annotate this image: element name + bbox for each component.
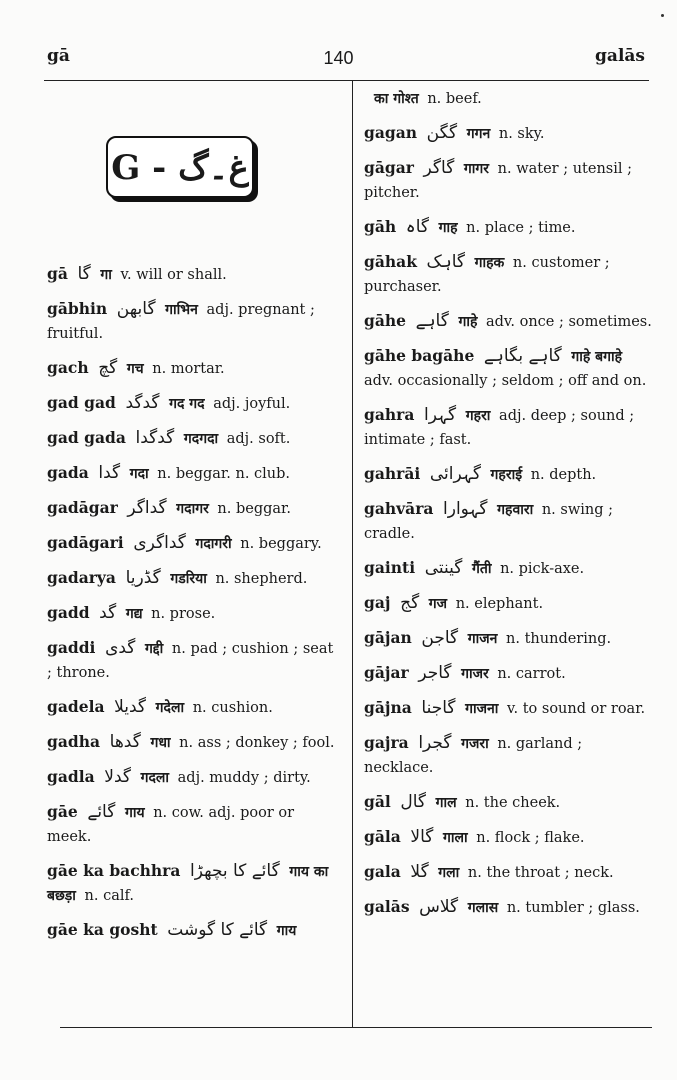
hindi-word: गाजर <box>461 666 489 682</box>
hindi-word: गद्य <box>125 606 143 622</box>
headword: gahra <box>364 405 415 424</box>
dictionary-entry <box>364 626 654 651</box>
headword: gadāgar <box>47 498 118 517</box>
hindi-word: का गोश्त <box>374 91 419 107</box>
hindi-word: गाय <box>276 923 297 939</box>
urdu-word: گاہے <box>415 311 449 331</box>
dictionary-entry <box>47 461 339 486</box>
definition: n. mortar. <box>152 361 225 377</box>
definition: n. ass ; donkey ; fool. <box>179 735 335 751</box>
urdu-word: گدی <box>105 638 136 658</box>
dictionary-entry <box>47 426 339 451</box>
headword: gahvāra <box>364 499 434 518</box>
hindi-word: गलास <box>467 900 499 916</box>
dictionary-entry <box>47 531 339 556</box>
headword: gāhe bagāhe <box>364 346 475 365</box>
definition: v. to sound or roar. <box>507 701 646 717</box>
headword: gāe ka bachhra <box>47 861 181 880</box>
definition: n. beggary. <box>240 536 322 552</box>
urdu-word: گدگدا <box>135 428 175 448</box>
header-left-guideword: gā <box>47 46 70 66</box>
dictionary-entry <box>47 765 339 790</box>
definition: adj. deep ; sound ; intimate ; fast. <box>364 408 635 448</box>
urdu-word: گگن <box>426 123 458 143</box>
right-column <box>364 86 654 930</box>
headword: gad gad <box>47 393 116 412</box>
urdu-word: گچ <box>98 358 118 378</box>
dictionary-entry <box>364 825 654 850</box>
urdu-word: گڈریا <box>125 568 161 588</box>
headword: gā <box>47 264 68 283</box>
definition: n. place ; time. <box>466 220 576 236</box>
urdu-word: گدیلا <box>114 697 147 717</box>
headword: gadarya <box>47 568 116 587</box>
headword: gāe <box>47 802 78 821</box>
header-right-guideword: galās <box>595 46 645 66</box>
definition: n. elephant. <box>455 596 544 612</box>
headword: gābhin <box>47 299 108 318</box>
urdu-word: گابھن <box>116 299 156 319</box>
hindi-word: गा <box>100 267 112 283</box>
definition: n. swing ; cradle. <box>364 502 613 542</box>
dictionary-entry <box>364 661 654 686</box>
definition: n. garland ; necklace. <box>364 736 583 776</box>
hindi-word: गद्दी <box>145 641 164 657</box>
print-speck <box>661 14 664 17</box>
headword: gājan <box>364 628 412 647</box>
definition: n. the throat ; neck. <box>467 865 614 881</box>
definition: adj. soft. <box>226 431 291 447</box>
definition: n. carrot. <box>497 666 566 682</box>
dictionary-entry <box>47 356 339 381</box>
dictionary-entry <box>364 86 654 111</box>
headword: gahrāi <box>364 464 421 483</box>
hindi-word: गदागरी <box>195 536 232 552</box>
headword: gajra <box>364 733 409 752</box>
hindi-word: गाभिन <box>165 302 198 318</box>
hindi-word: गदागर <box>176 501 209 517</box>
headword: gāl <box>364 792 391 811</box>
headword: gad gada <box>47 428 126 447</box>
hindi-word: गहरा <box>465 408 491 424</box>
headword: gach <box>47 358 89 377</box>
definition: n. pad ; cushion ; seat ; throne. <box>47 641 334 681</box>
headword: gāe ka gosht <box>47 920 158 939</box>
headword: gadāgari <box>47 533 124 552</box>
definition: n. beggar. n. club. <box>157 466 291 482</box>
definition: n. shepherd. <box>215 571 308 587</box>
column-divider <box>352 80 353 1028</box>
headword: gāhe <box>364 311 407 330</box>
dictionary-entry <box>47 859 339 908</box>
definition: adj. pregnant ; fruitful. <box>47 302 315 342</box>
dictionary-entry <box>364 497 654 546</box>
hindi-word: गदगदा <box>183 431 219 447</box>
definition: adv. once ; sometimes. <box>486 314 652 330</box>
dictionary-entry <box>364 895 654 920</box>
urdu-word: گہرائی <box>429 464 481 484</box>
hindi-word: गदा <box>129 466 149 482</box>
urdu-word: گالا <box>410 827 434 847</box>
dictionary-entry <box>364 860 654 885</box>
urdu-word: گینتی <box>424 558 463 578</box>
dictionary-entry <box>47 496 339 521</box>
urdu-word: گدھا <box>109 732 141 752</box>
urdu-word: گا <box>77 264 91 284</box>
dictionary-entry <box>364 215 654 240</box>
definition: n. prose. <box>151 606 216 622</box>
hindi-word: गाय का बछड़ा <box>47 864 329 904</box>
definition: n. cushion. <box>192 700 273 716</box>
urdu-word: گج <box>400 593 420 613</box>
definition: n. beggar. <box>217 501 291 517</box>
definition: adj. muddy ; dirty. <box>177 770 311 786</box>
dictionary-entry <box>47 636 339 685</box>
headword: gājar <box>364 663 409 682</box>
definition: n. cow. adj. poor or meek. <box>47 805 295 845</box>
hindi-word: गज <box>428 596 448 612</box>
dictionary-entry <box>364 309 654 334</box>
headword: gāgar <box>364 158 414 177</box>
dictionary-entry <box>364 696 654 721</box>
urdu-word: گلا <box>410 862 429 882</box>
urdu-word: گہرا <box>423 405 457 425</box>
headword: gājna <box>364 698 412 717</box>
hindi-word: गदेला <box>155 700 185 716</box>
dictionary-entry <box>47 918 339 943</box>
definition: n. tumbler ; glass. <box>506 900 640 916</box>
urdu-word: گدلا <box>104 767 131 787</box>
dictionary-entry <box>364 731 654 780</box>
dictionary-entry <box>47 391 339 416</box>
dictionary-entry <box>364 556 654 581</box>
dictionary-entry <box>364 250 654 299</box>
headword: gadha <box>47 732 101 751</box>
urdu-word: گائے <box>87 802 116 822</box>
headword: gadla <box>47 767 95 786</box>
headword: gagan <box>364 123 418 142</box>
section-letter: G - غ۔گ <box>111 147 249 188</box>
hindi-word: गाल <box>435 795 457 811</box>
definition: n. water ; utensil ; pitcher. <box>364 161 632 201</box>
urdu-word: گداگری <box>133 533 186 553</box>
hindi-word: गदला <box>140 770 170 786</box>
urdu-word: گال <box>400 792 427 812</box>
hindi-word: गद गद <box>169 396 205 412</box>
hindi-word: गाह <box>438 220 458 236</box>
hindi-word: गाजना <box>465 701 499 717</box>
urdu-word: گاجن <box>421 628 459 648</box>
hindi-word: गाहक <box>474 255 505 271</box>
hindi-word: गाय <box>124 805 145 821</box>
dictionary-entry <box>47 601 339 626</box>
headword: gada <box>47 463 89 482</box>
definition: n. calf. <box>84 888 134 904</box>
left-column <box>47 262 339 953</box>
urdu-word: گجرا <box>418 733 452 753</box>
definition: adv. occasionally ; seldom ; off and on. <box>364 373 647 389</box>
bottom-rule <box>60 1027 652 1028</box>
urdu-word: گاہے بگاہے <box>483 346 562 366</box>
hindi-word: गधा <box>150 735 171 751</box>
definition: n. pick-axe. <box>500 561 585 577</box>
dictionary-entry <box>47 566 339 591</box>
hindi-word: गच <box>126 361 144 377</box>
hindi-word: गागर <box>463 161 490 177</box>
page-number: 140 <box>323 48 354 68</box>
urdu-word: گاگر <box>423 158 455 178</box>
dictionary-entry <box>364 403 654 452</box>
hindi-word: गैंती <box>471 561 492 577</box>
headword: gāla <box>364 827 401 846</box>
hindi-word: गजरा <box>461 736 489 752</box>
dictionary-entry <box>364 462 654 487</box>
section-letter-box <box>106 136 254 198</box>
headword: gaddi <box>47 638 96 657</box>
headword: gadd <box>47 603 90 622</box>
hindi-word: गाला <box>443 830 468 846</box>
urdu-word: گدا <box>98 463 121 483</box>
hindi-word: गाजन <box>467 631 498 647</box>
dictionary-entry <box>47 297 339 346</box>
urdu-word: گد <box>99 603 117 623</box>
urdu-word: گاہ <box>405 217 429 237</box>
urdu-word: گاجر <box>418 663 452 683</box>
hindi-word: गगन <box>466 126 491 142</box>
hindi-word: गडरिया <box>170 571 207 587</box>
hindi-word: गला <box>438 865 460 881</box>
dictionary-entry <box>47 695 339 720</box>
urdu-word: گداگر <box>127 498 167 518</box>
headword: gaj <box>364 593 391 612</box>
definition: n. sky. <box>498 126 545 142</box>
definition: n. thundering. <box>506 631 612 647</box>
definition: n. the cheek. <box>465 795 561 811</box>
definition: v. will or shall. <box>120 267 227 283</box>
hindi-word: गहवारा <box>497 502 534 518</box>
dictionary-entry <box>364 121 654 146</box>
dictionary-entry <box>47 730 339 755</box>
definition: n. depth. <box>530 467 597 483</box>
headword: gadela <box>47 697 105 716</box>
urdu-word: گاجنا <box>421 698 456 718</box>
headword: gāh <box>364 217 397 236</box>
urdu-word: گائے کا گوشت <box>167 920 268 940</box>
dictionary-entry <box>47 800 339 849</box>
headword: gāhak <box>364 252 417 271</box>
urdu-word: گہوارا <box>443 499 488 519</box>
definition: n. beef. <box>427 91 482 107</box>
top-rule <box>44 80 649 81</box>
headword: galās <box>364 897 410 916</box>
dictionary-entry <box>364 156 654 205</box>
headword: gainti <box>364 558 416 577</box>
hindi-word: गाहे <box>458 314 478 330</box>
dictionary-entry <box>364 790 654 815</box>
urdu-word: گاہک <box>426 252 465 272</box>
definition: n. flock ; flake. <box>476 830 585 846</box>
hindi-word: गाहे बगाहे <box>571 349 623 365</box>
dictionary-entry <box>364 591 654 616</box>
dictionary-entry <box>47 262 339 287</box>
definition: adj. joyful. <box>213 396 291 412</box>
urdu-word: گائے کا بچھڑا <box>190 861 280 881</box>
dictionary-entry <box>364 344 654 393</box>
urdu-word: گدگد <box>125 393 160 413</box>
headword: gala <box>364 862 401 881</box>
urdu-word: گلاس <box>419 897 459 917</box>
definition: n. customer ; purchaser. <box>364 255 610 295</box>
hindi-word: गहराई <box>490 467 523 483</box>
